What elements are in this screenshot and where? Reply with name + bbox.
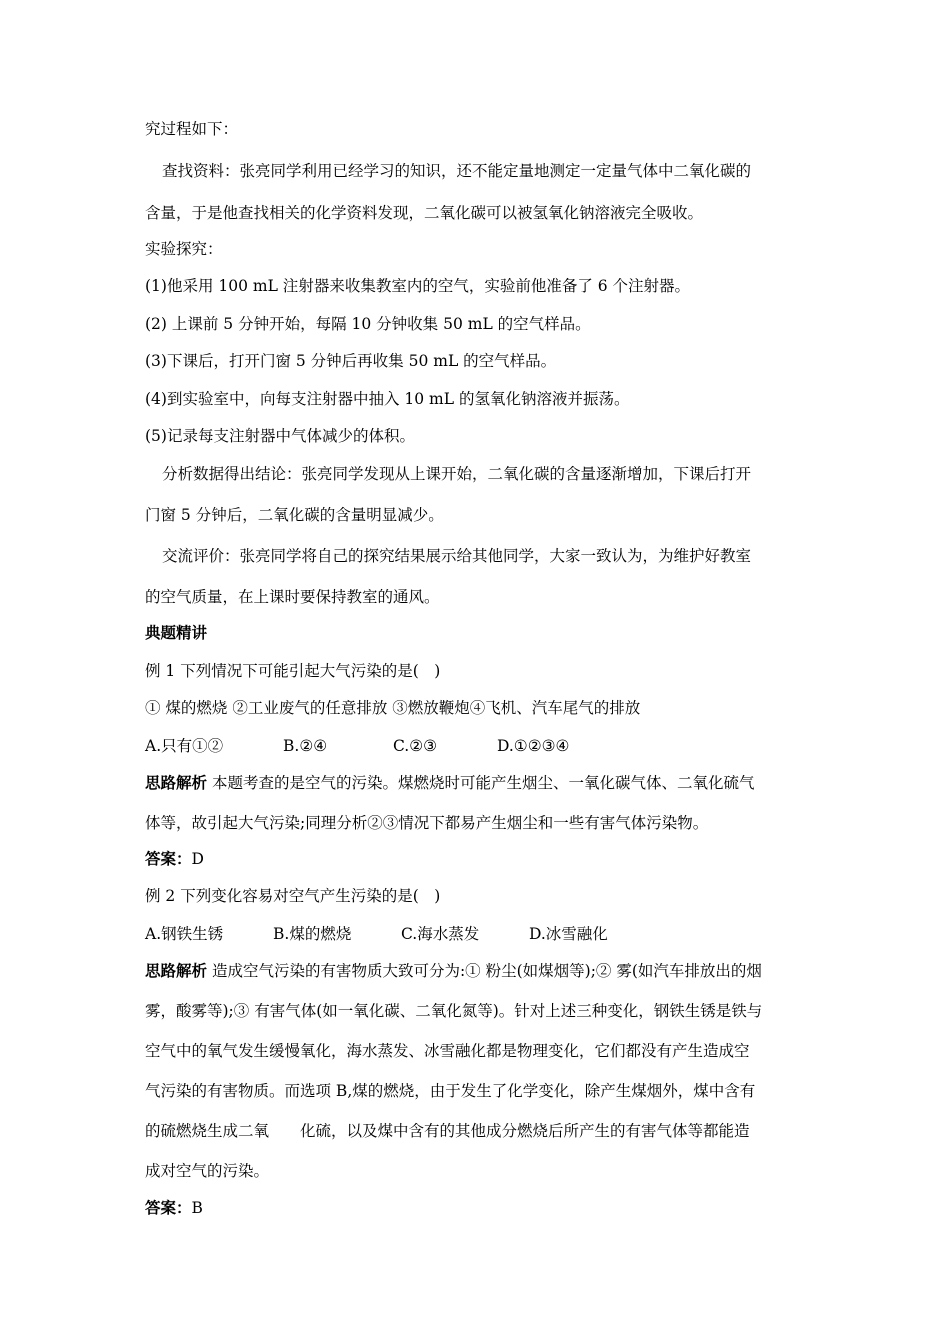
text-line: 门窗 5 分钟后，二氧化碳的含量明显减少。	[145, 506, 444, 524]
answer-options	[145, 923, 608, 945]
text-line: 雾，酸雾等);③ 有害气体(如一氧化碳、二氧化氮等)。针对上述三种变化，钢铁生锈是铁与	[145, 1002, 763, 1020]
question-stem: 例 2 下列变化容易对空气产生污染的是( )	[145, 887, 441, 905]
option-c: C.海水蒸发	[401, 925, 480, 943]
option-d: D.冰雪融化	[529, 925, 608, 943]
answer-value: D	[191, 850, 204, 868]
analysis-text: 造成空气污染的有害物质大致可分为:① 粉尘(如煤烟等);② 雾(如汽车排放出的烟	[207, 962, 762, 980]
answer-line	[145, 848, 204, 870]
option-d: D.①②③④	[497, 737, 570, 755]
section-heading: 典题精讲	[145, 623, 208, 642]
question-stem: 例 1 下列情况下可能引起大气污染的是( )	[145, 662, 441, 680]
answer-line	[145, 1197, 203, 1219]
section-heading: 实验探究：	[145, 240, 223, 258]
text-line: 体等，故引起大气污染;同理分析②③情况下都易产生烟尘和一些有害气体污染物。	[145, 814, 709, 832]
text-line: 的空气质量，在上课时要保持教室的通风。	[145, 588, 440, 606]
answer-value: B	[191, 1199, 203, 1217]
text-line: 查找资料：张亮同学利用已经学习的知识，还不能定量地测定一定量气体中二氧化碳的	[162, 162, 752, 180]
analysis-text: 本题考查的是空气的污染。煤燃烧时可能产生烟尘、一氧化碳气体、二氧化硫气	[207, 774, 755, 792]
list-item: (2) 上课前 5 分钟开始，每隔 10 分钟收集 50 mL 的空气样品。	[145, 315, 591, 333]
analysis-line	[145, 772, 754, 794]
text-line: 成对空气的污染。	[145, 1162, 270, 1180]
analysis-label: 思路解析	[145, 773, 208, 792]
answer-label: 答案：	[145, 1198, 192, 1217]
list-item: (3)下课后，打开门窗 5 分钟后再收集 50 mL 的空气样品。	[145, 352, 557, 370]
list-item: (4)到实验室中，向每支注射器中抽入 10 mL 的氢氧化钠溶液并振荡。	[145, 390, 630, 408]
text-line: 的硫燃烧生成二氧 化硫，以及煤中含有的其他成分燃烧后所产生的有害气体等都能造	[145, 1122, 750, 1140]
text-line: 空气中的氧气发生缓慢氧化，海水蒸发、冰雪融化都是物理变化，它们都没有产生造成空	[145, 1042, 750, 1060]
text-line: 交流评价：张亮同学将自己的探究结果展示给其他同学，大家一致认为，为维护好教室	[162, 547, 752, 565]
analysis-line	[145, 960, 762, 982]
list-item: (1)他采用 100 mL 注射器来收集教室内的空气，实验前他准备了 6 个注射器。	[145, 277, 691, 295]
option-b: B.煤的燃烧	[273, 925, 352, 943]
option-a: A.只有①②	[145, 737, 224, 755]
option-b: B.②④	[283, 737, 328, 755]
analysis-label: 思路解析	[145, 961, 208, 980]
option-c: C.②③	[393, 737, 438, 755]
answer-label: 答案：	[145, 849, 192, 868]
text-line: 分析数据得出结论：张亮同学发现从上课开始，二氧化碳的含量逐渐增加，下课后打开	[162, 465, 752, 483]
text-line: 气污染的有害物质。而选项 B,煤的燃烧，由于发生了化学变化，除产生煤烟外，煤中含有	[145, 1082, 756, 1100]
question-items: ① 煤的燃烧 ②工业废气的任意排放 ③燃放鞭炮④飞机、汽车尾气的排放	[145, 699, 641, 717]
text-line: 含量，于是他查找相关的化学资料发现，二氧化碳可以被氢氧化钠溶液完全吸收。	[145, 204, 704, 222]
text-line: 究过程如下：	[145, 120, 239, 138]
list-item: (5)记录每支注射器中气体减少的体积。	[145, 427, 415, 445]
answer-options	[145, 735, 569, 757]
option-a: A.钢铁生锈	[145, 925, 224, 943]
